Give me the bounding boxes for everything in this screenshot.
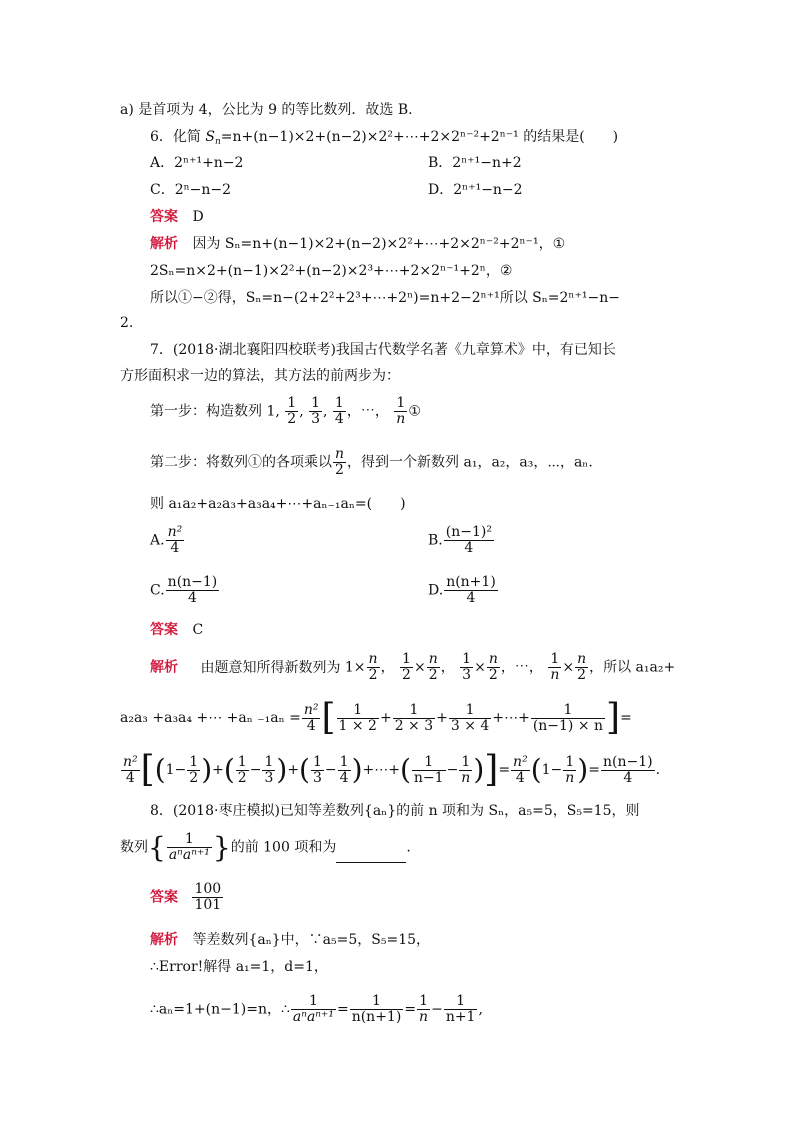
q6-solution-3: 所以①−②得，Sₙ=n−(2+2²+2³+⋯+2ⁿ)=n+2−2ⁿ⁺¹所以 Sₙ=2ⁿ⁺¹−n− [150,290,620,306]
q6-solution-4: 2. [120,315,134,331]
answer-label: 答案 [150,209,178,225]
q7-solution-2: a₂a₃ +a₃a₄ +⋯ +aₙ ₋₁aₙ = $\frac{\text{n²}}{4}$ [ $\frac{1}{1 \times 2}$ + $\frac{1}{2 \times 3}$ + $\frac{1}{3 \times 4}$ +⋯+ $\frac{1}{(n-1) \times n}$ ]= [120,697,632,738]
q8-stem-2: 数列{ $\frac{1}{\text{aⁿaⁿ⁺¹}}$ }的前 100 项和为 . [120,830,411,864]
q7-option-d: D. $\frac{n(n+1)}{4}$ [428,574,496,606]
q6-answer: 答案 D [150,209,204,225]
q6-option-a: A．2ⁿ⁺¹+n−2 [150,155,244,171]
q8-solution-2: ∴Error!解得 a₁=1，d=1， [150,959,328,975]
q8-solution-1: 解析 等差数列{aₙ}中，∵a₅=5，S₅=15， [150,932,431,948]
solution-label: 解析 [150,932,178,948]
q7-answer: 答案 C [150,622,204,638]
prev-solution-tail: a) 是首项为 4，公比为 9 的等比数列．故选 B. [120,102,413,118]
q6-solution-1: 解析 因为 Sₙ=n+(n−1)×2+(n−2)×2²+⋯+2×2ⁿ⁻²+2ⁿ⁻¹，① [150,236,566,252]
frac-1-n: $\frac{1}{n}$ [396,395,406,427]
q6-option-d: D．2ⁿ⁺¹−n−2 [428,182,523,198]
q8-stem-1: 8．(2018·枣庄模拟)已知等差数列{aₙ}的前 n 项和为 Sₙ，a₅=5，S₅=15，则 [150,803,640,819]
q7-solution-1: 解析 由题意知所得新数列为 1× $\frac{n}{2}$ ， $\frac{1}{2}$ × $\frac{n}{2}$ ， $\frac{1}{3}$ × $\frac{n}{2}$ ，⋯， $\frac{1}{n}$ × $\frac{n}{2}$ ，所以 a₁a₂+ [150,651,676,683]
q7-then: 则 a₁a₂+a₂a₃+a₃a₄+⋯+aₙ₋₁aₙ=( ) [150,496,406,512]
solution-label: 解析 [150,236,178,252]
q6-stem: 6．化简 $S_n=n+(n-1)\times 2+(n-2)\times 2^2+\cdots+2\times 2^{n-2}+2^{n-1}$ 的结果是( ) [150,129,619,147]
q6-option-c: C．2ⁿ−n−2 [150,182,232,198]
frac-n-2: $\frac{n}{2}$ [335,446,345,478]
q7-solution-3: $\frac{\text{n²}}{4}$ [(1− $\frac{1}{2}$ )+( $\frac{1}{2}$ − $\frac{1}{3}$ )+( $\frac{1}{3}$ − $\frac{1}{4}$ )+⋯+( $\frac{1}{n-1}$ − $\frac{1}{n}$ )]= $\frac{\text{n²}}{4}$ (1− $\frac{1}{n}$ )= $\frac{n(n-1)}{4}$ . [123,749,661,790]
frac-1-2: $\frac{1}{2}$ [287,395,297,427]
q7-option-c: C. $\frac{n(n-1)}{4}$ [150,574,218,606]
q8-answer: 答案 $\frac{100}{101}$ [150,881,222,913]
q6-option-b: B．2ⁿ⁺¹−n+2 [428,155,522,171]
answer-blank [336,848,406,863]
q7-step-1: 第一步：构造数列 1, $\frac{1}{2}$ , $\frac{1}{3}$ , $\frac{1}{4}$ ，⋯， $\frac{1}{n}$ ① [150,395,421,427]
q7-option-a: A. $\frac{\text{n²}}{4}$ [150,524,183,556]
q7-stem-2: 方形面积求一边的算法，其方法的前两步为： [120,368,400,384]
solution-label: 解析 [150,659,178,676]
frac-1-3: $\frac{1}{3}$ [311,395,321,427]
frac-1-4: $\frac{1}{4}$ [334,395,344,427]
answer-label: 答案 [150,889,178,906]
q7-option-b: B. $\frac{\text{(n−1)²}}{4}$ [428,524,492,556]
q7-step-2: 第二步：将数列①的各项乘以 $\frac{n}{2}$ ，得到一个新数列 a₁，a₂，a₃，⋯，aₙ. [150,446,593,478]
q7-stem-1: 7．(2018·湖北襄阳四校联考)我国古代数学名著《九章算术》中，有已知长 [150,342,616,358]
q6-solution-2: 2Sₙ=n×2+(n−1)×2²+(n−2)×2³+⋯+2×2ⁿ⁻¹+2ⁿ，② [150,263,513,279]
q8-solution-3: ∴aₙ=1+(n−1)=n，∴ $\frac{1}{\text{aⁿaⁿ⁺¹}}$ = $\frac{1}{n(n+1)}$ = $\frac{1}{n}$ − $\frac{1}{n+1}$ , [150,993,483,1025]
answer-label: 答案 [150,622,178,638]
